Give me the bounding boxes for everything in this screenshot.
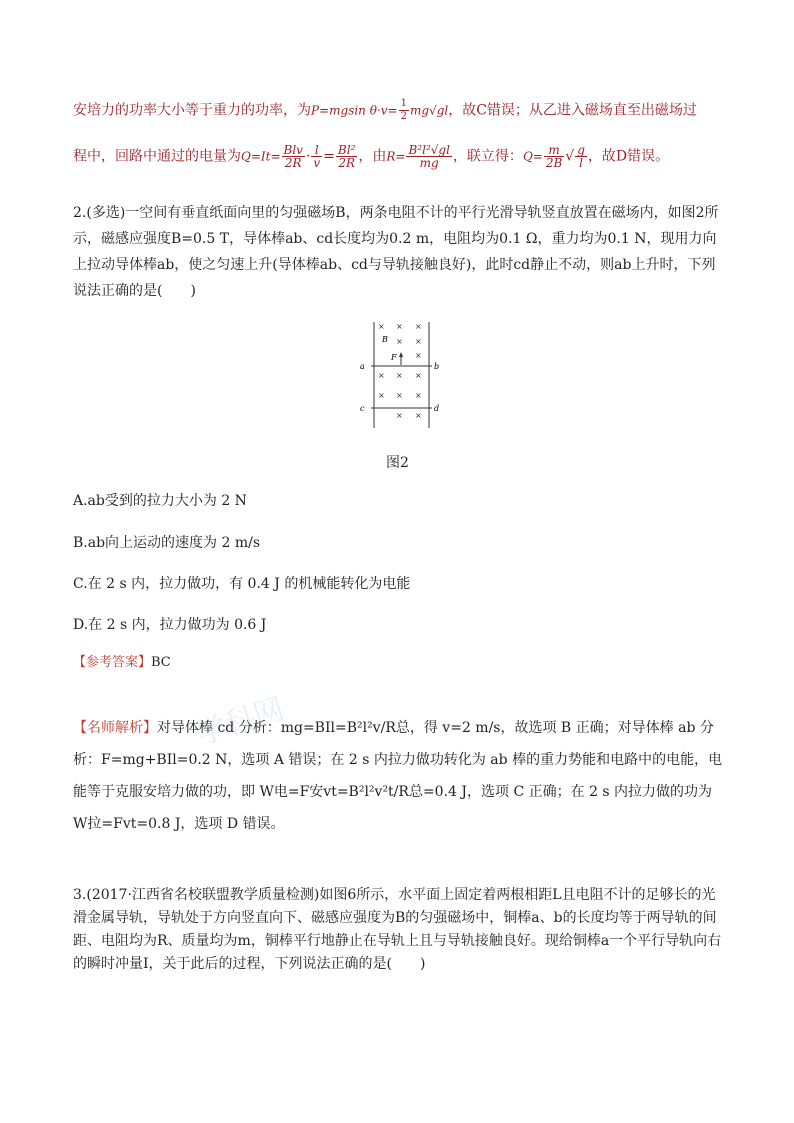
svg-text:×: × xyxy=(415,322,422,331)
prev-line1-fraction: $\frac{1}{2}$ xyxy=(400,98,407,122)
prev-line1-text-b: ，故C错误；从乙进入磁场直至出磁场过 xyxy=(448,102,697,119)
prev-line2-c: ，联立得： xyxy=(452,148,523,165)
label-a: a xyxy=(360,362,365,371)
label-b: b xyxy=(434,362,440,371)
prev-line2-eq: = xyxy=(323,148,335,165)
label-c: c xyxy=(360,404,365,413)
svg-text:×: × xyxy=(415,371,422,380)
force-arrowhead xyxy=(399,352,403,357)
question-2-stem: 2.(多选)一空间有垂直纸面向里的匀强磁场B，两条电阻不计的平行光滑导轨竖直放置在磁场内，如图2所示，磁感应强度B=0.5 T，导体棒ab、cd长度均为0.2 m，电阻均为0.1 Ω，重力均为0.1 N，现用力向上拉动导体棒ab，使之匀速上升(导体棒ab、cd与导轨接触良好)，此时cd静止不动，则ab上升时，下列说法正确的是( ) xyxy=(73,205,719,299)
svg-text:×: × xyxy=(396,371,403,380)
answer-value: BC xyxy=(151,655,171,670)
prev-solution-line-1 xyxy=(73,98,697,123)
svg-text:×: × xyxy=(378,391,385,400)
svg-text:×: × xyxy=(396,322,403,331)
prev-line2-frac-1: $\frac{\text{Blv}}{2R}$ xyxy=(283,143,303,170)
question-3-stem: 3.(2017·江西省名校联盟教学质量检测)如图6所示，水平面上固定着两根相距L且电阻不计的足够长的光滑金属导轨，导轨处于方向竖直向下、磁感应强度为B的匀强磁场中，铜棒a、b的长度均等于两导轨的间距、电阻均为R、质量均为m，铜棒平行地静止在导轨上且与导轨接触良好。现给铜棒a一个平行导轨向右的瞬时冲量I，关于此后的过程，下列说法正确的是( ) xyxy=(73,887,722,972)
option-c: C.在 2 s 内，拉力做功，有 0.4 J 的机械能转化为电能 xyxy=(73,576,411,592)
prev-line1-formula-tail: mg√gl xyxy=(409,103,449,118)
option-a: A.ab受到的拉力大小为 2 N xyxy=(73,493,247,509)
watermark: 学科网 xyxy=(192,691,289,753)
prev-line2-mid: ，由 xyxy=(358,148,387,165)
figure-2-diagram xyxy=(354,320,444,430)
svg-text:×: × xyxy=(378,322,385,331)
prev-line2-frac-3: $\frac{\text{Bl²}}{2R}$ xyxy=(337,143,356,170)
svg-text:×: × xyxy=(396,337,403,346)
prev-line2-formula: Q=It= xyxy=(241,149,281,164)
svg-text:×: × xyxy=(396,391,403,400)
option-d: D.在 2 s 内，拉力做功为 0.6 J xyxy=(73,617,267,633)
prev-line2-formula-3: Q= xyxy=(522,149,543,164)
prev-line2-formula-2: R= xyxy=(386,149,406,164)
label-d: d xyxy=(434,404,440,413)
prev-line2-frac-6: $\frac{g}{l}$ xyxy=(577,143,585,170)
teacher-analysis xyxy=(73,712,723,840)
option-b: B.ab向上运动的速度为 2 m/s xyxy=(73,535,261,551)
label-B: B xyxy=(382,335,388,344)
analysis-tag: 【名师解析】 xyxy=(73,720,157,736)
prev-line1-formula: P=mgsin θ·v= xyxy=(311,103,398,118)
svg-text:×: × xyxy=(415,411,422,420)
svg-text:×: × xyxy=(378,371,385,380)
prev-line2-text: 程中，回路中通过的电量为 xyxy=(73,148,241,165)
answer-tag: 【参考答案】 xyxy=(73,655,152,670)
svg-text:×: × xyxy=(396,411,403,420)
label-F: F xyxy=(391,353,397,362)
prev-line2-frac-4: $\frac{\text{B²l²√gl}}{mg}$ xyxy=(408,143,450,170)
svg-text:×: × xyxy=(415,337,422,346)
prev-solution-line-2: 程中，回路中通过的电量为Q=It= $\frac{\text{Blv}}{2R}$ · $\frac{l}{v}$ = $\frac{\text{Bl²}}{2R}$ ，由R= $\frac{\text{B²l²√gl}}{mg}$ ，联立得：Q= $\frac{m}{2B}$ √ $\frac{g}{l}$ ，故D错误。 xyxy=(73,143,670,170)
prev-line2-frac-5: $\frac{m}{2B}$ xyxy=(545,143,563,170)
svg-text:×: × xyxy=(415,391,422,400)
analysis-text: 对导体棒 cd 分析：mg=BIl=B²l²v/R总，得 v=2 m/s，故选项 B 正确；对导体棒 ab 分析：F=mg+BIl=0.2 N，选项 A 错误；在 2 s 内拉力做功转化为 ab 棒的重力势能和电路中的电能，电能等于克服安培力做的功，即 W电=F安vt=B²l²v²t/R总=0.4 J，选项 C 正确；在 2 s 内拉力做的功为 W拉=Fvt=0.8 J，选项 D 错误。 xyxy=(73,720,723,832)
prev-line1-text: 安培力的功率大小等于重力的功率，为 xyxy=(73,102,311,119)
prev-line2-end: ，故D错误。 xyxy=(587,148,670,165)
prev-line2-frac-2: $\frac{l}{v}$ xyxy=(313,143,321,170)
reference-answer xyxy=(73,651,171,670)
figure-2-caption: 图2 xyxy=(386,455,409,471)
svg-text:×: × xyxy=(415,351,422,360)
